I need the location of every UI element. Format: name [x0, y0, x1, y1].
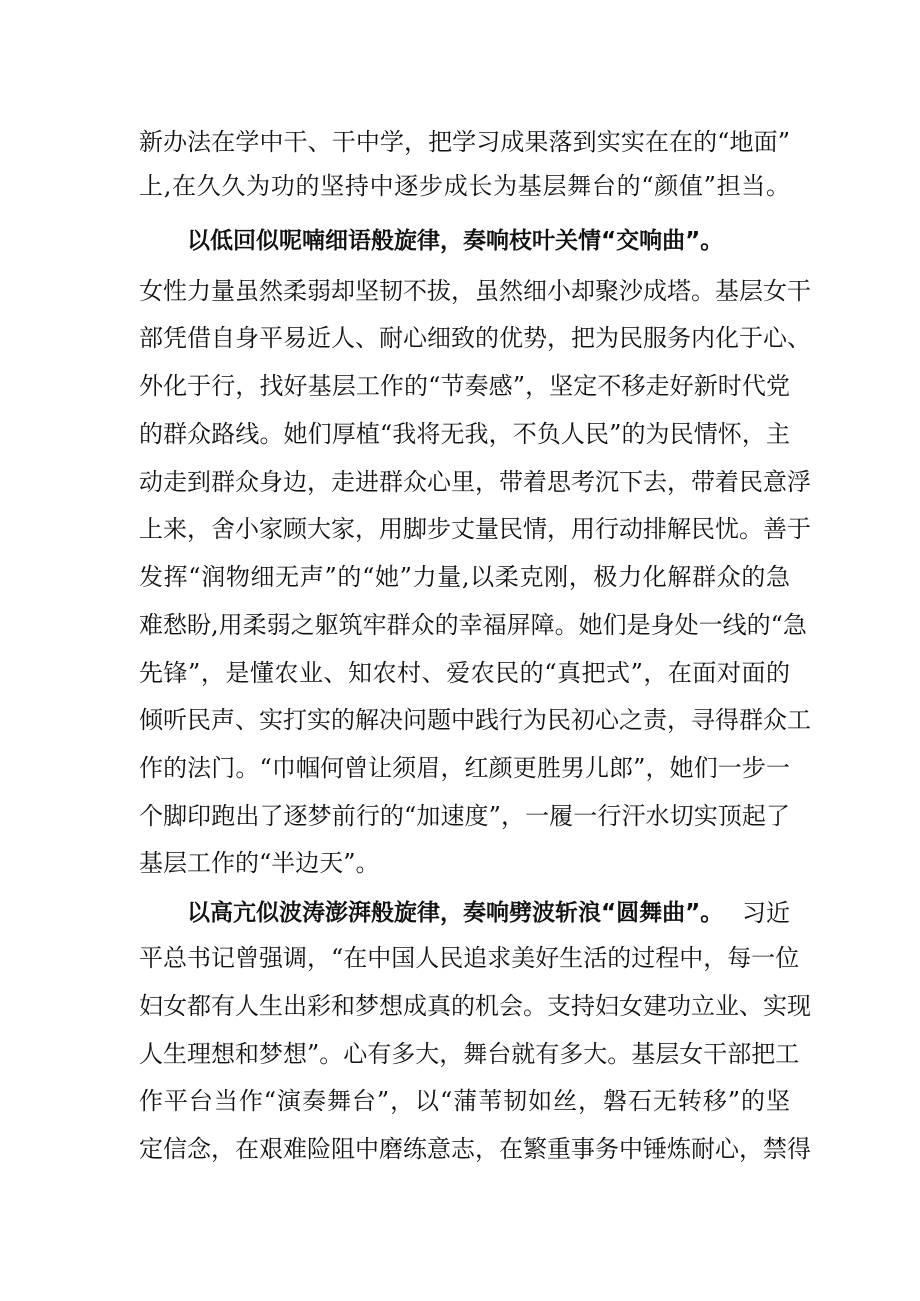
- body-line: 上,在久久为功的坚持中逐步成长为基层舞台的“颜值”担当。: [139, 172, 790, 200]
- body-line: 动走到群众身边，走进群众心里，带着思考沉下去，带着民意浮: [139, 468, 811, 496]
- body-line: 个脚印跑出了逐梦前行的“加速度”，一履一行汗水切实顶起了: [139, 802, 790, 830]
- body-line: 的群众路线。她们厚植“我将无我，不负人民”的为民情怀，主: [139, 420, 790, 448]
- body-line: 新办法在学中干、干中学，把学习成果落到实实在在的“地面”: [139, 128, 790, 156]
- body-line: 难愁盼,用柔弱之躯筑牢群众的幸福屏障。她们是身处一线的“急: [139, 611, 807, 639]
- body-line: 外化于行，找好基层工作的“节奏感”，坚定不移走好新时代党: [139, 372, 790, 400]
- body-line: 先锋”，是懂农业、知农村、爱农民的“真把式”，在面对面的: [139, 659, 790, 687]
- body-line: 定信念，在艰难险阻中磨练意志，在繁重事务中锤炼耐心，禁得: [139, 1135, 811, 1163]
- body-line: 平总书记曾强调，“在中国人民追求美好生活的过程中，每一位: [139, 944, 800, 972]
- section-line: [187, 893, 790, 933]
- body-line: 基层工作的“半边天”。: [139, 849, 380, 877]
- body-line: 发挥“润物细无声”的“她”力量,以柔克刚，极力化解群众的急: [139, 563, 790, 591]
- body-line: 作平台当作“演奏舞台”，以“蒲苇韧如丝，磐石无转移”的坚: [139, 1087, 790, 1115]
- body-line: 倾听民声、实打实的解决问题中践行为民初心之责，寻得群众工: [139, 706, 811, 734]
- body-line: 妇女都有人生出彩和梦想成真的机会。支持妇女建功立业、实现: [139, 992, 811, 1020]
- body-line: 人生理想和梦想”。心有多大，舞台就有多大。基层女干部把工: [139, 1040, 800, 1068]
- body-line: 作的法门。“巾帼何曾让须眉，红颜更胜男儿郎”，她们一步一: [139, 754, 790, 782]
- section-heading: 以低回似呢喃细语般旋律，奏响枝叶关情“交响曲”。: [187, 228, 724, 254]
- body-line: 女性力量虽然柔弱却坚韧不拔，虽然细小却聚沙成塔。基层女干: [139, 277, 811, 305]
- body-text: 习近: [742, 899, 790, 927]
- body-line: 部凭借自身平易近人、耐心细致的优势，把为民服务内化于心、: [139, 324, 811, 352]
- body-line: 上来，舍小家顾大家，用脚步丈量民情，用行动排解民忧。善于: [139, 515, 811, 543]
- section-heading: 以高亢似波涛澎湃般旋律，奏响劈波斩浪“圆舞曲”。: [187, 900, 724, 926]
